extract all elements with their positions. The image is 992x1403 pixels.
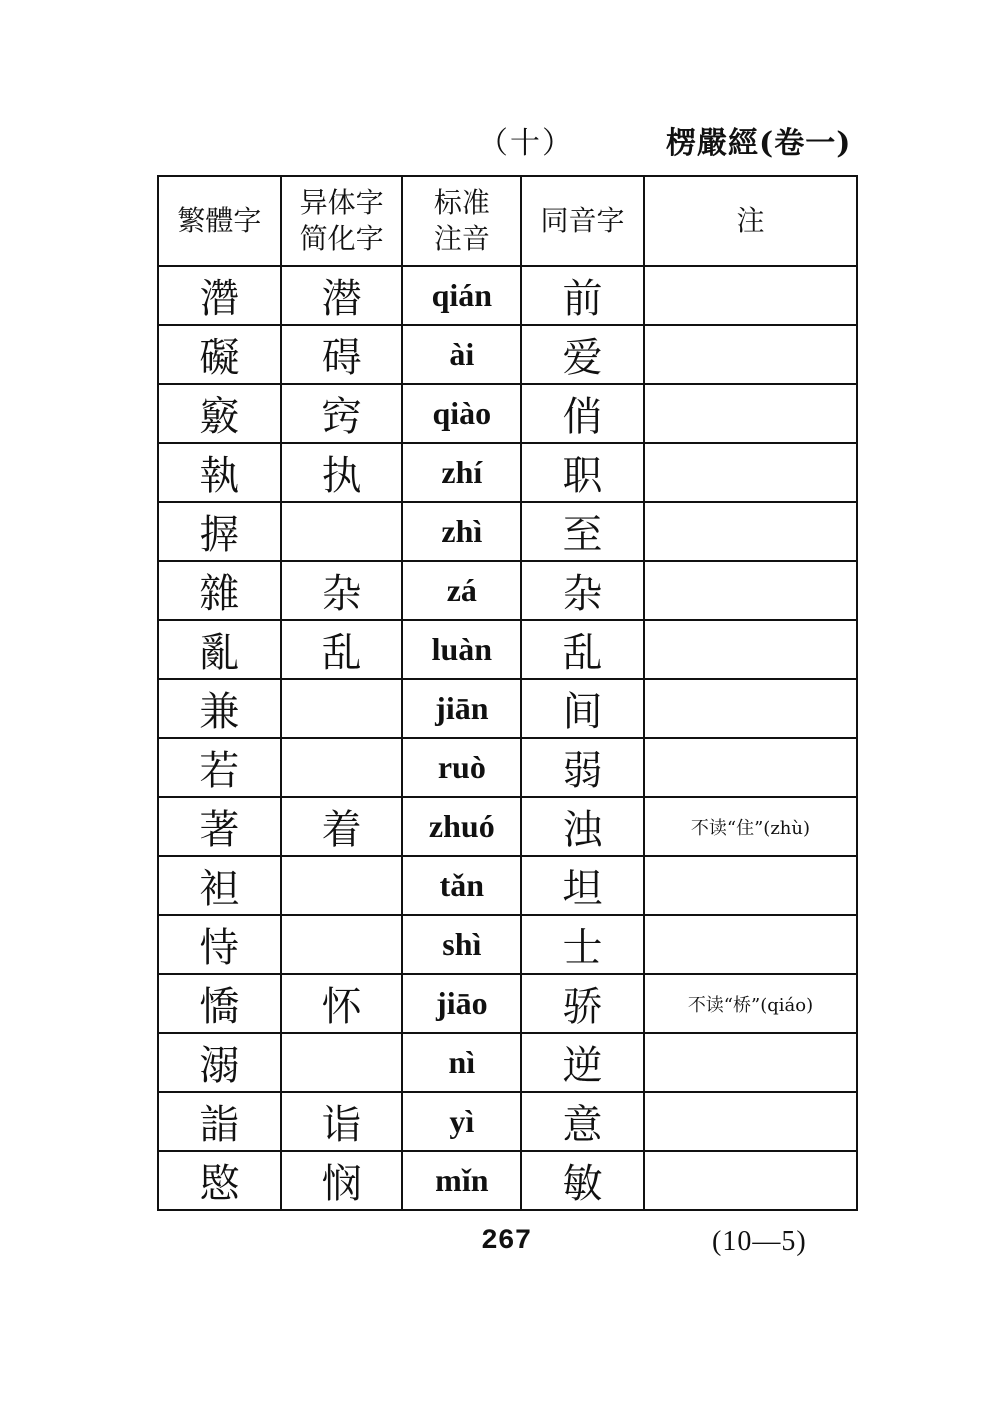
note-cell: [644, 561, 857, 620]
table-row: [158, 915, 857, 974]
simplified-char-cell: [281, 915, 403, 974]
character-glossary-table: [157, 175, 858, 1211]
homophone-char-cell: 骄: [521, 974, 644, 1033]
simplified-char-cell: 窍: [281, 384, 403, 443]
table-row: [158, 1033, 857, 1092]
pinyin-cell: ài: [402, 325, 521, 384]
note-cell: [644, 443, 857, 502]
table-row: [158, 797, 857, 856]
pinyin-cell: shì: [402, 915, 521, 974]
pinyin-cell: zhí: [402, 443, 521, 502]
homophone-char-cell: 士: [521, 915, 644, 974]
note-cell: [644, 1033, 857, 1092]
homophone-char-cell: 乱: [521, 620, 644, 679]
header-variant-simplified: [281, 176, 403, 266]
traditional-char-cell: 濳: [158, 266, 281, 325]
simplified-char-cell: 乱: [281, 620, 403, 679]
homophone-char-cell: 弱: [521, 738, 644, 797]
homophone-char-cell: 坦: [521, 856, 644, 915]
table-header-row: [158, 176, 857, 266]
table-row: [158, 325, 857, 384]
table-row: [158, 974, 857, 1033]
table-body: [158, 266, 857, 1210]
table-row: [158, 620, 857, 679]
pinyin-cell: zhuó: [402, 797, 521, 856]
table-row: [158, 384, 857, 443]
simplified-char-cell: 执: [281, 443, 403, 502]
sutra-title: 楞嚴經(卷一): [666, 126, 852, 161]
header-variant-line: 异体字: [299, 186, 384, 219]
traditional-char-cell: 兼: [158, 679, 281, 738]
traditional-char-cell: 竅: [158, 384, 281, 443]
table-row: [158, 561, 857, 620]
pinyin-cell: ruò: [402, 738, 521, 797]
traditional-char-cell: 礙: [158, 325, 281, 384]
homophone-char-cell: 俏: [521, 384, 644, 443]
pinyin-cell: jiān: [402, 679, 521, 738]
simplified-char-cell: 着: [281, 797, 403, 856]
table-row: [158, 1151, 857, 1210]
note-cell: 不读“桥”(qiáo): [644, 974, 857, 1033]
traditional-char-cell: 著: [158, 797, 281, 856]
simplified-char-cell: 诣: [281, 1092, 403, 1151]
note-cell: [644, 266, 857, 325]
homophone-char-cell: 至: [521, 502, 644, 561]
note-cell: 不读“住”(zhù): [644, 797, 857, 856]
pinyin-cell: tǎn: [402, 856, 521, 915]
header-standard-line: 标准: [433, 186, 490, 219]
traditional-char-cell: 溺: [158, 1033, 281, 1092]
pinyin-cell: nì: [402, 1033, 521, 1092]
table-row: [158, 443, 857, 502]
table-row: [158, 738, 857, 797]
simplified-char-cell: 悯: [281, 1151, 403, 1210]
traditional-char-cell: 憍: [158, 974, 281, 1033]
homophone-char-cell: 职: [521, 443, 644, 502]
note-cell: [644, 325, 857, 384]
table-row: [158, 679, 857, 738]
header-standard-pinyin: [402, 176, 521, 266]
simplified-char-cell: [281, 502, 403, 561]
simplified-char-cell: 潜: [281, 266, 403, 325]
pinyin-cell: luàn: [402, 620, 521, 679]
note-cell: [644, 856, 857, 915]
note-cell: [644, 620, 857, 679]
traditional-char-cell: 恃: [158, 915, 281, 974]
simplified-char-cell: [281, 856, 403, 915]
traditional-char-cell: 執: [158, 443, 281, 502]
traditional-char-cell: 搱: [158, 502, 281, 561]
table-row: [158, 856, 857, 915]
traditional-char-cell: 亂: [158, 620, 281, 679]
homophone-char-cell: 意: [521, 1092, 644, 1151]
simplified-char-cell: [281, 679, 403, 738]
note-cell: [644, 1092, 857, 1151]
table-row: [158, 1092, 857, 1151]
simplified-char-cell: [281, 1033, 403, 1092]
note-cell: [644, 1151, 857, 1210]
note-cell: [644, 679, 857, 738]
table-row: [158, 266, 857, 325]
header-pinyin-line: 注音: [433, 222, 490, 255]
note-cell: [644, 384, 857, 443]
traditional-char-cell: 袒: [158, 856, 281, 915]
pinyin-cell: zá: [402, 561, 521, 620]
homophone-char-cell: 逆: [521, 1033, 644, 1092]
traditional-char-cell: 雜: [158, 561, 281, 620]
header-simplified-line: 简化字: [299, 222, 384, 255]
simplified-char-cell: 碍: [281, 325, 403, 384]
homophone-char-cell: 杂: [521, 561, 644, 620]
section-code: (10—5): [712, 1226, 807, 1257]
header-homophone: 同音字: [521, 176, 644, 266]
traditional-char-cell: 愍: [158, 1151, 281, 1210]
homophone-char-cell: 爱: [521, 325, 644, 384]
note-cell: [644, 915, 857, 974]
pinyin-cell: qiào: [402, 384, 521, 443]
pinyin-cell: jiāo: [402, 974, 521, 1033]
pinyin-cell: zhì: [402, 502, 521, 561]
simplified-char-cell: [281, 738, 403, 797]
header-note: 注: [644, 176, 857, 266]
homophone-char-cell: 敏: [521, 1151, 644, 1210]
pinyin-cell: yì: [402, 1092, 521, 1151]
pinyin-cell: qián: [402, 266, 521, 325]
simplified-char-cell: 杂: [281, 561, 403, 620]
homophone-char-cell: 浊: [521, 797, 644, 856]
table-row: [158, 502, 857, 561]
traditional-char-cell: 詣: [158, 1092, 281, 1151]
homophone-char-cell: 前: [521, 266, 644, 325]
simplified-char-cell: 怀: [281, 974, 403, 1033]
pinyin-cell: mǐn: [402, 1151, 521, 1210]
homophone-char-cell: 间: [521, 679, 644, 738]
header-traditional: 繁體字: [158, 176, 281, 266]
traditional-char-cell: 若: [158, 738, 281, 797]
section-label: （十）: [478, 126, 574, 161]
note-cell: [644, 738, 857, 797]
note-cell: [644, 502, 857, 561]
page-number: 267: [481, 1226, 532, 1257]
